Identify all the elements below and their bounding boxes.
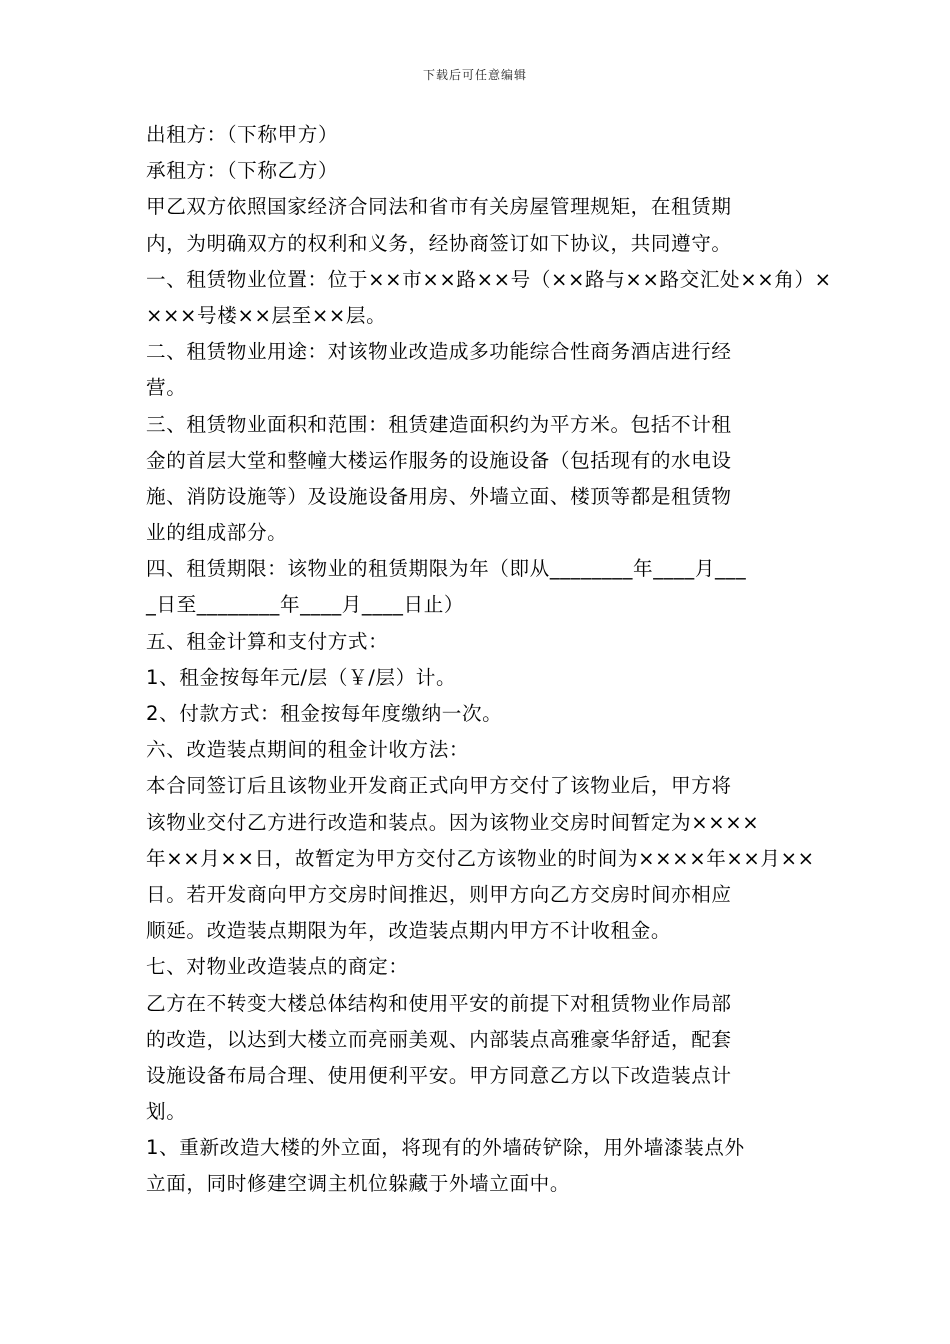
clause-1-line: ×××号楼××层至××层。 [146, 303, 387, 327]
clause-3-line: 三、租赁物业面积和范围：租赁建造面积约为平方米。包括不计租 [146, 412, 732, 436]
party-lessor-line: 出租方：（下称甲方） [146, 123, 339, 146]
clause-1-line: 一、租赁物业位置：位于××市××路××号（××路与××路交汇处××角）× [146, 267, 832, 291]
clause-7-line: 乙方在不转变大楼总体结构和使用平安的前提下对租赁物业作局部 [146, 991, 732, 1015]
clause-6-line: 日。若开发商向甲方交房时间推迟，则甲方向乙方交房时间亦相应 [146, 882, 732, 906]
clause-3-line: 业的组成部分。 [146, 521, 288, 545]
preamble-line: 甲乙双方依照国家经济合同法和省市有关房屋管理规矩，在租赁期 [146, 195, 732, 219]
page-header-note: 下载后可任意编辑 [422, 68, 527, 82]
clause-7-line: 的改造，以达到大楼立而亮丽美观、内部装点高雅豪华舒适，配套 [146, 1027, 732, 1051]
clause-5-heading: 五、租金计算和支付方式： [146, 629, 389, 653]
clause-6-line: 顺延。改造装点期限为年，改造装点期内甲方不计收租金。 [146, 919, 672, 943]
party-lessee-line: 承租方：（下称乙方） [146, 159, 339, 183]
clause-3-line: 金的首层大堂和整幢大楼运作服务的设施设备（包括现有的水电设 [146, 448, 732, 472]
clause-6-heading: 六、改造装点期间的租金计收方法： [146, 738, 470, 762]
preamble-line: 内，为明确双方的权利和义务，经协商签订如下协议，共同遵守。 [146, 231, 732, 255]
clause-5-item-2: 2、付款方式：租金按每年度缴纳一次。 [146, 702, 503, 725]
clause-4-line: 四、租赁期限：该物业的租赁期限为年（即从________年____月___ [146, 557, 747, 581]
clause-5-item-1: 1、租金按每年元/层（￥/层）计。 [146, 665, 457, 689]
clause-6-line: 该物业交付乙方进行改造和装点。因为该物业交房时间暂定为×××× [146, 810, 760, 834]
document-body [146, 117, 832, 1203]
clause-6-line: 本合同签订后且该物业开发商正式向甲方交付了该物业后，甲方将 [146, 774, 732, 798]
clause-6-line: 年××月××日，故暂定为甲方交付乙方该物业的时间为××××年××月×× [146, 846, 815, 870]
clause-7-item-1: 立面，同时修建空调主机位躲藏于外墙立面中。 [146, 1172, 571, 1196]
clause-7-item-1: 1、重新改造大楼的外立面，将现有的外墙砖铲除，用外墙漆装点外 [146, 1136, 745, 1160]
clause-7-line: 划。 [146, 1100, 187, 1124]
clause-3-line: 施、消防设施等）及设施设备用房、外墙立面、楼顶等都是租赁物 [146, 484, 732, 508]
clause-4-line: _日至________年____月____日止） [146, 593, 465, 617]
clause-7-heading: 七、对物业改造装点的商定： [146, 955, 409, 979]
clause-2-line: 二、租赁物业用途：对该物业改造成多功能综合性商务酒店进行经 [146, 340, 732, 364]
clause-7-line: 设施设备布局合理、使用便利平安。甲方同意乙方以下改造装点计 [146, 1063, 732, 1087]
clause-2-line: 营。 [146, 376, 187, 400]
